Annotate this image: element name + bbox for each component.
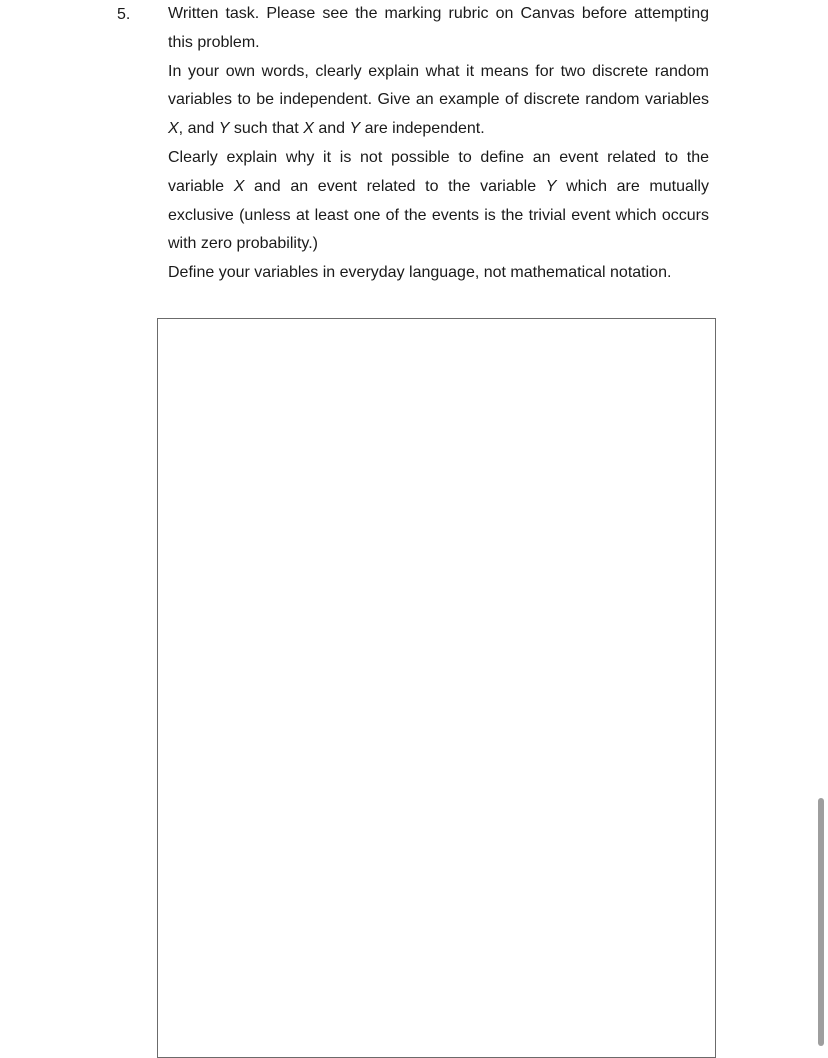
text-run: and an event related to the variable xyxy=(244,177,546,195)
question-paragraph xyxy=(168,0,709,58)
math-variable: X xyxy=(233,177,245,195)
text-run: such that xyxy=(229,120,304,138)
question-paragraph xyxy=(168,144,709,259)
text-run: , and xyxy=(178,120,219,138)
math-variable: X xyxy=(303,120,314,138)
math-variable: X xyxy=(168,120,179,138)
question-text xyxy=(168,0,709,288)
question-number: 5. xyxy=(117,6,131,23)
question-paragraph xyxy=(168,259,709,288)
text-run: Written task. Please see the marking rubric on Canvas before attempting this problem. xyxy=(168,5,709,51)
text-run: and xyxy=(313,120,350,138)
question-paragraph xyxy=(168,58,709,144)
text-run: Clearly explain why it is not possible to define an event related to the variable xyxy=(168,148,709,195)
math-variable: Y xyxy=(545,177,557,195)
scrollbar-thumb[interactable] xyxy=(818,798,824,1046)
math-variable: Y xyxy=(218,120,230,138)
text-run: are independent. xyxy=(360,120,485,138)
math-variable: Y xyxy=(349,120,361,138)
answer-box[interactable] xyxy=(157,318,716,1058)
text-run: Define your variables in everyday language, not mathematical notation. xyxy=(168,264,672,282)
text-run: which are mutually exclusive (unless at least one of the events is the trivial event which occurs with zero probability.) xyxy=(168,177,709,253)
text-run: In your own words, clearly explain what it means for two discrete random variables to be independent. Give an example of discrete random variables xyxy=(168,62,709,109)
